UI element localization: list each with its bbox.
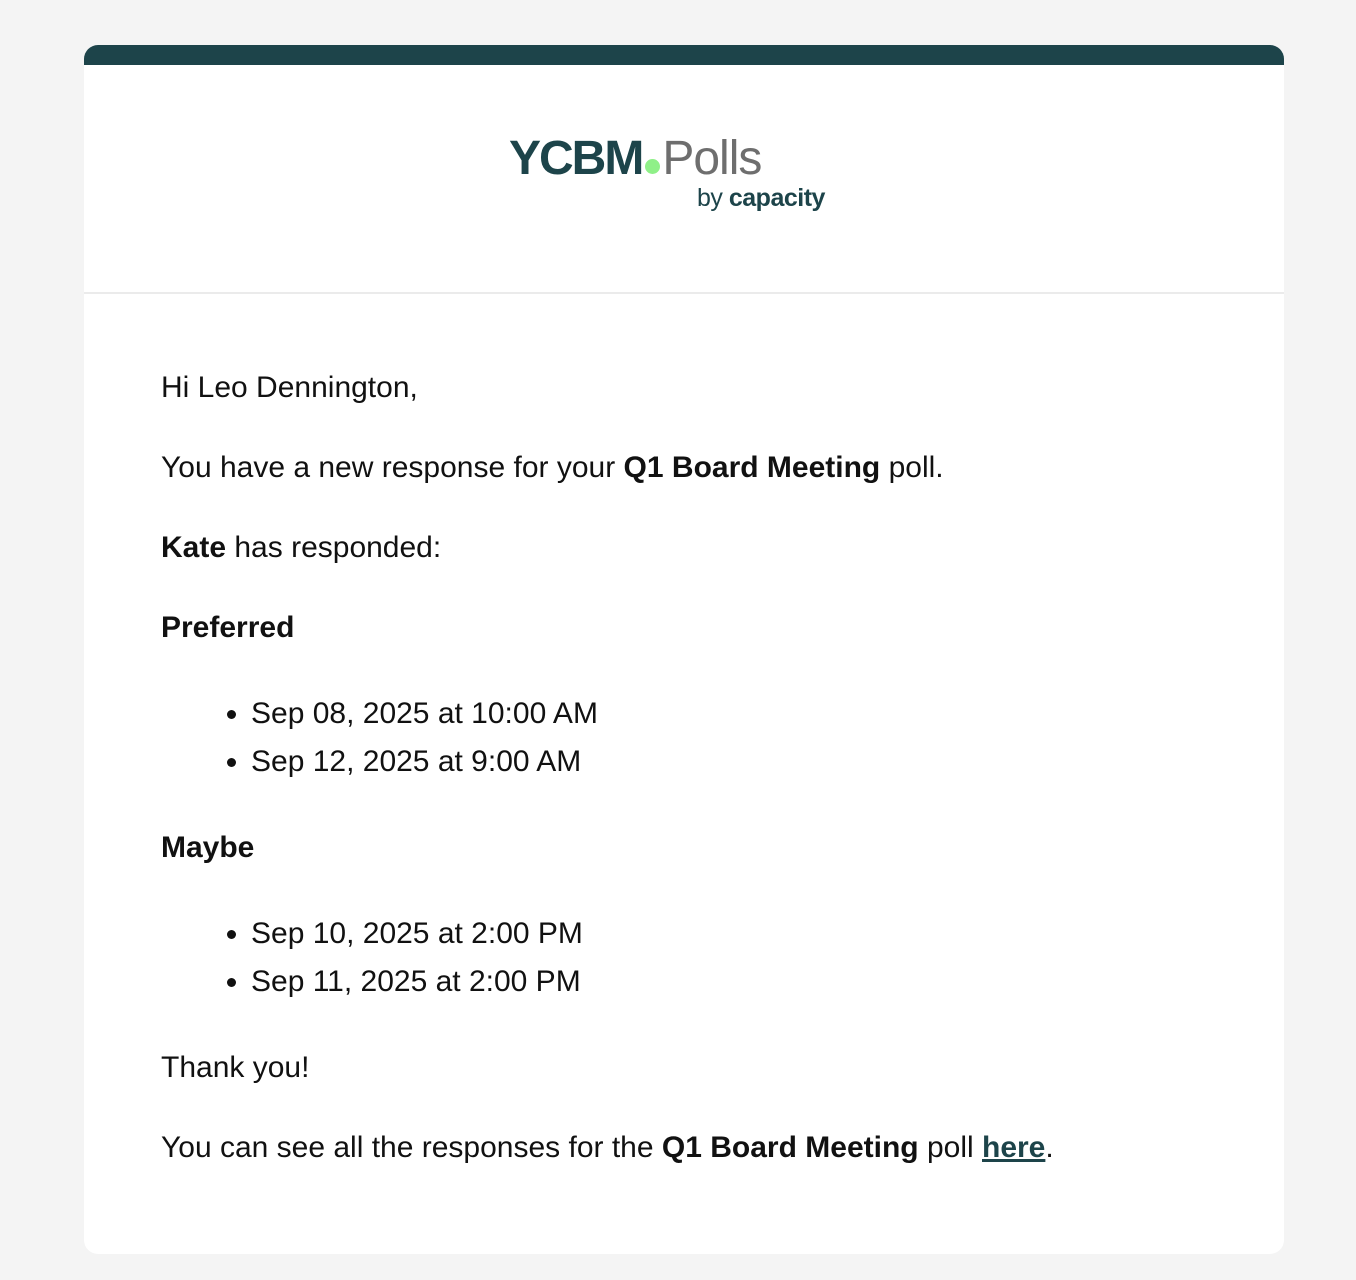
ycbm-polls-logo xyxy=(509,133,849,223)
footer-poll-name: Q1 Board Meeting xyxy=(661,1131,919,1164)
intro-prefix: You have a new response for your xyxy=(161,451,616,484)
intro-line xyxy=(161,450,1211,486)
footer-line xyxy=(161,1130,1211,1166)
preferred-list xyxy=(161,690,1211,786)
email-body xyxy=(161,370,1211,1210)
email-header xyxy=(84,65,1284,294)
logo-byline-brand: capacity xyxy=(728,184,825,212)
top-accent-bar xyxy=(84,45,1284,65)
respondent-name: Kate xyxy=(161,531,227,564)
group-title-preferred: Preferred xyxy=(161,611,295,644)
greeting: Hi Leo Dennington, xyxy=(161,371,418,404)
poll-name: Q1 Board Meeting xyxy=(623,451,881,484)
list-item: • Sep 10, 2025 at 2:00 PM xyxy=(251,910,1211,958)
logo-polls-text: Polls xyxy=(662,132,762,185)
list-item: • Sep 12, 2025 at 9:00 AM xyxy=(251,738,1211,786)
footer-prefix: You can see all the responses for the xyxy=(161,1131,654,1164)
email-card xyxy=(84,45,1284,1254)
footer-middle: poll xyxy=(926,1131,974,1164)
intro-suffix: poll. xyxy=(888,451,944,484)
responded-text: has responded: xyxy=(234,531,442,564)
logo-ycbm-text: YCBM xyxy=(509,132,643,185)
footer-end: . xyxy=(1045,1131,1054,1164)
list-item: • Sep 11, 2025 at 2:00 PM xyxy=(251,958,1211,1006)
list-item: • Sep 08, 2025 at 10:00 AM xyxy=(251,690,1211,738)
logo-byline xyxy=(697,183,825,213)
maybe-list xyxy=(161,910,1211,1006)
responses-link[interactable]: here xyxy=(982,1131,1046,1164)
logo-byline-prefix: by xyxy=(697,184,723,212)
logo-wordmark xyxy=(509,133,761,185)
group-title-maybe: Maybe xyxy=(161,831,255,864)
thanks-line: Thank you! xyxy=(161,1051,310,1084)
logo-dot-icon xyxy=(645,159,660,174)
respondent-line xyxy=(161,530,1211,566)
